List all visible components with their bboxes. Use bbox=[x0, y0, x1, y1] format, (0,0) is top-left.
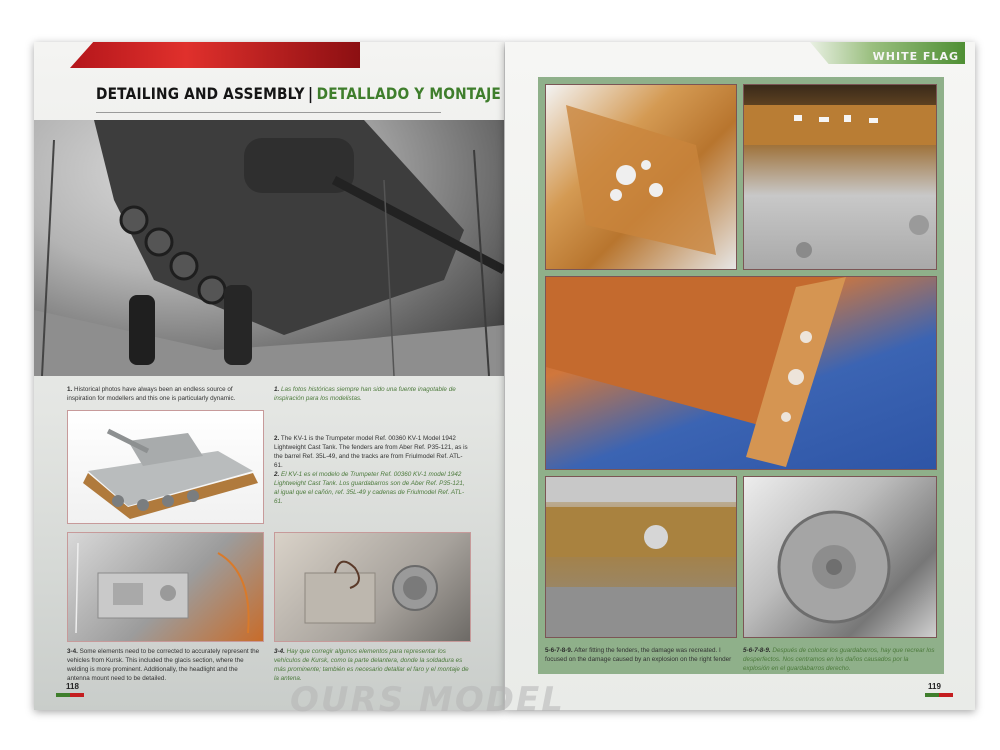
caption-1-english: 1. Historical photos have always been an endless source of inspiration for modellers and this one is particularly dynamic. bbox=[67, 386, 236, 402]
left-page bbox=[34, 42, 504, 710]
caption-1-spanish: 1. Las fotos históricas siempre han sido una fuente inagotable de inspiración para los modelistas. bbox=[274, 386, 456, 402]
title-spanish: DETALLADO Y MONTAJE bbox=[316, 84, 501, 103]
page-number-bar-right bbox=[925, 693, 953, 697]
caption-5-9-spanish: 5-6-7-8-9. Después de colocar los guardabarros, hay que recrear los desperfectos. Nos centramos en los daños causados por la explosión en el guardabarros derecho. bbox=[743, 647, 935, 672]
damaged-fender-photo-5 bbox=[545, 84, 737, 270]
damaged-fender-photo-6 bbox=[743, 84, 937, 270]
caption-3-english: 3-4. Some elements need to be corrected to accurately represent the vehicles from Kursk. This included the glacis section, where the welding is more prominent. Additionally, the headlight and the antenna mount need to be detailed. bbox=[67, 648, 260, 682]
right-page bbox=[505, 42, 975, 710]
damaged-fender-photo-7 bbox=[545, 276, 937, 470]
caption-3-spanish: 3-4. Hay que corregir algunos elementos para representar los vehículos de Kursk, como la parte delantera, donde la soldadura es más prominente; también es necesario detallar el faro y el montaje de la antena. bbox=[274, 648, 469, 682]
page-number-right: 119 bbox=[928, 682, 941, 691]
caption-2-spanish: 2. El KV-1 es el modelo de Trumpeter Ref. 00360 KV-1 model 1942 Lightweight Cast Tank. Los guardabarros son de Aber Ref. P35-121, al igual que el cañón, ref. 35L-49 y cadenas de Friulmodel Ref. ATL-61. bbox=[274, 471, 465, 505]
brand-label: WHITE FLAG bbox=[872, 50, 959, 63]
caption-2-english: 2. The KV-1 is the Trumpeter model Ref. 00360 KV-1 Model 1942 Lightweight Cast Tank. The fenders are from Aber Ref. P35-121, as is the barrel Ref. 35L-49, and the tracks are from Friulmodel Ref. ATL-61. bbox=[274, 435, 468, 469]
title-rule bbox=[96, 112, 441, 113]
title-english: DETAILING AND ASSEMBLY bbox=[96, 84, 305, 103]
header-red-banner bbox=[70, 42, 360, 68]
caption-5-9-english: 5-6-7-8-9. After fitting the fenders, the damage was recreated. I focused on the damage caused by an explosion on the right fender bbox=[545, 647, 732, 663]
page-number-bar-left bbox=[56, 693, 84, 697]
road-wheel-photo-9 bbox=[743, 476, 937, 638]
page-number-left: 118 bbox=[66, 682, 79, 691]
kv1-model-photo bbox=[67, 410, 264, 524]
damaged-fender-photo-8 bbox=[545, 476, 737, 638]
page-title bbox=[96, 84, 501, 103]
watermark: OURS MODEL bbox=[290, 680, 565, 720]
glacis-detail-photo bbox=[67, 532, 264, 642]
historical-photo bbox=[34, 120, 504, 376]
title-separator: | bbox=[308, 84, 314, 103]
headlight-antenna-photo bbox=[274, 532, 471, 642]
